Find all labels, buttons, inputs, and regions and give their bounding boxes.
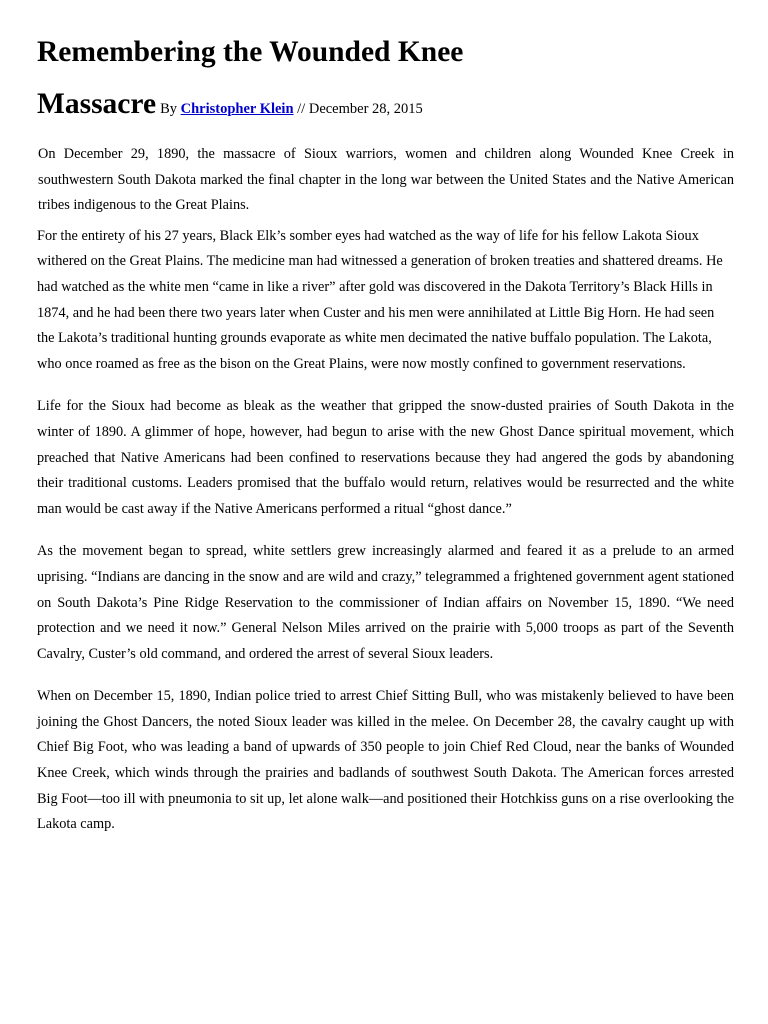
article-paragraph-3: Life for the Sioux had become as bleak as the weather that gripped the snow-dusted prairies of South Dakota in the winter of 1890. A glimmer of hope, however, had begun to arise with the new Ghost Dance spiritual movement, which preached that Native Americans had been confined to reservations because they had angered the gods by abandoning their traditional customs. Leaders promised that the buffalo would return, relatives would be resurrected and the white man would be cast away if the Native Americans performed a ritual “ghost dance.” <box>37 398 734 517</box>
article-title <box>37 28 734 76</box>
article-title-line-2: Massacre <box>37 88 157 120</box>
author-link[interactable]: Christopher Klein <box>180 101 294 117</box>
article <box>37 28 734 838</box>
article-paragraph-5: When on December 15, 1890, Indian police tried to arrest Chief Sitting Bull, who was mistakenly believed to have been joining the Ghost Dancers, the noted Sioux leader was killed in the melee. On December 28, the cavalry caught up with Chief Big Foot, who was leading a band of upwards of 350 people to join Chief Red Cloud, near the banks of Wounded Knee Creek, which winds through the prairies and badlands of southwest South Dakota. The American forces arrested Big Foot—too ill with pneumonia to sit up, let alone walk—and positioned their Hotchkiss guns on a rise overlooking the Lakota camp. <box>37 688 734 833</box>
byline <box>160 101 423 117</box>
article-paragraph-1: On December 29, 1890, the massacre of Sioux warriors, women and children along Wounded Knee Creek in southwestern South Dakota marked the final chapter in the long war between the United States and the Native American tribes indigenous to the Great Plains. <box>38 146 734 214</box>
article-title-and-byline <box>37 82 734 131</box>
article-title-line-1: Remembering the Wounded Knee <box>37 36 464 68</box>
byline-by: By <box>160 101 177 117</box>
byline-separator: // <box>297 101 306 117</box>
article-paragraph-4: As the movement began to spread, white settlers grew increasingly alarmed and feared it as a prelude to an armed uprising. “Indians are dancing in the snow and are wild and crazy,” telegrammed a frightened government agent stationed on South Dakota’s Pine Ridge Reservation to the commissioner of Indian affairs on November 15, 1890. “We need protection and we need it now.” General Nelson Miles arrived on the prairie with 5,000 troops as part of the Seventh Cavalry, Custer’s old command, and ordered the arrest of several Sioux leaders. <box>37 543 734 662</box>
publish-date: December 28, 2015 <box>308 101 423 117</box>
article-paragraph-2: For the entirety of his 27 years, Black Elk’s somber eyes had watched as the way of life for his fellow Lakota Sioux withered on the Great Plains. The medicine man had witnessed a generation of broken treaties and shattered dreams. He had watched as the white men “came in like a river” after gold was discovered in the Dakota Territory’s Black Hills in 1874, and he had been there two years later when Custer and his men were annihilated at Little Big Horn. He had seen the Lakota’s traditional hunting grounds evaporate as white men decimated the native buffalo population. The Lakota, who once roamed as free as the bison on the Great Plains, were now mostly confined to government reservations. <box>37 227 723 372</box>
